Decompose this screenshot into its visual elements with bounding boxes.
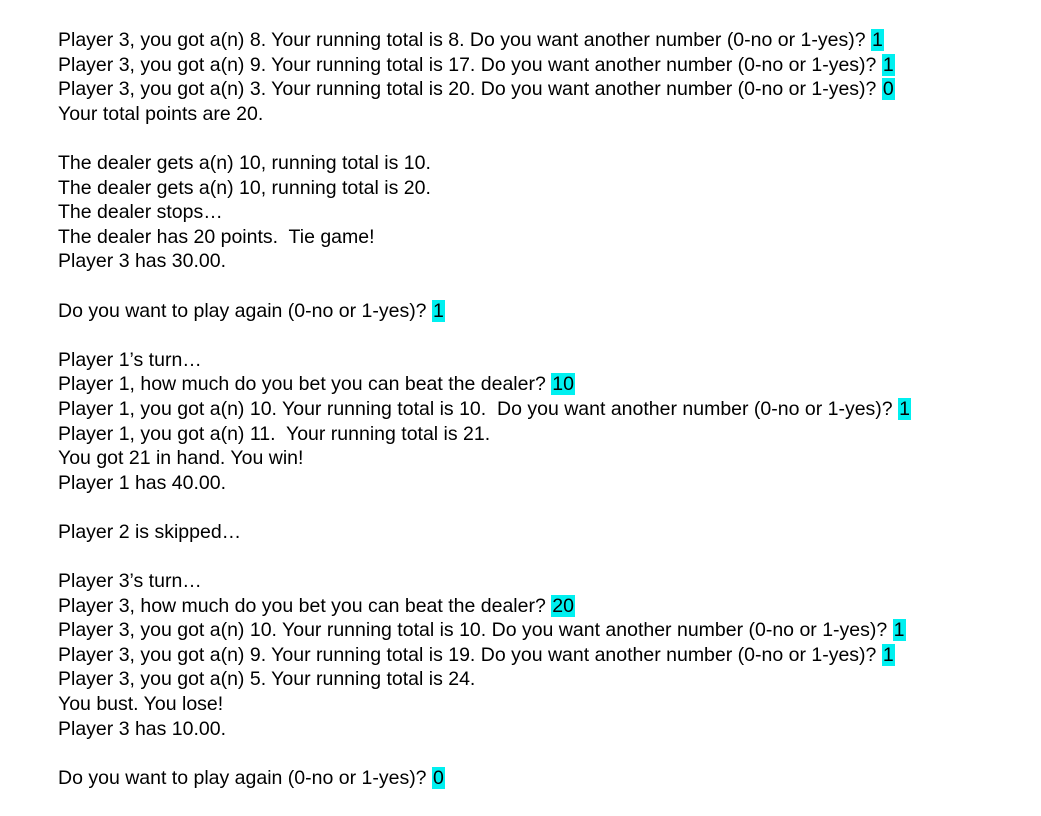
output-text: Do you want to play again (0-no or 1-yes)?: [58, 299, 432, 322]
output-text: Player 2 is skipped…: [58, 520, 242, 543]
output-text: Player 3 has 30.00.: [58, 250, 227, 273]
user-input-highlight: 0: [432, 766, 444, 789]
user-input-highlight: 0: [882, 78, 894, 101]
output-text: The dealer gets a(n) 10, running total is 10.: [58, 151, 431, 174]
output-line: [58, 667, 1041, 692]
output-line: [58, 28, 1041, 53]
output-line: [58, 77, 1041, 102]
output-line: [58, 569, 1041, 594]
output-line: [58, 372, 1041, 397]
output-line: [58, 643, 1041, 668]
output-text: Player 3, you got a(n) 8. Your running total is 8. Do you want another number (0-no or 1-yes)?: [58, 29, 871, 51]
blank-line: [58, 274, 1041, 299]
blank-line: [58, 544, 1041, 569]
output-text: Player 3, you got a(n) 9. Your running total is 17. Do you want another number (0-no or 1-yes)?: [58, 53, 882, 76]
output-text: Player 1, how much do you bet you can beat the dealer?: [58, 373, 552, 396]
output-line: [58, 766, 1041, 791]
user-input-highlight: 1: [871, 29, 883, 51]
output-line: [58, 471, 1041, 496]
blank-line: [58, 741, 1041, 766]
output-text: Your total points are 20.: [58, 102, 264, 125]
user-input-highlight: 1: [432, 299, 444, 322]
output-line: [58, 348, 1041, 373]
output-lines: [58, 28, 1041, 790]
output-text: Player 3, you got a(n) 10. Your running total is 10. Do you want another number (0-no or 1-yes)?: [58, 619, 893, 642]
output-text: Player 1, you got a(n) 11. Your running total is 21.: [58, 422, 491, 445]
output-text: You bust. You lose!: [58, 693, 224, 716]
output-line: [58, 176, 1041, 201]
output-text: Player 3, you got a(n) 3. Your running total is 20. Do you want another number (0-no or 1-yes)?: [58, 78, 882, 101]
output-line: [58, 225, 1041, 250]
blank-line: [58, 126, 1041, 151]
user-input-highlight: 1: [899, 397, 910, 420]
output-line: [58, 594, 1041, 619]
output-text: Player 1 has 40.00.: [58, 471, 227, 494]
blank-line: [58, 495, 1041, 520]
output-text: The dealer stops…: [58, 201, 223, 224]
output-text: The dealer has 20 points. Tie game!: [58, 225, 375, 248]
output-line: [58, 422, 1041, 447]
output-text: You got 21 in hand. You win!: [58, 447, 304, 470]
output-text: Player 1’s turn…: [58, 348, 202, 371]
output-text: Do you want to play again (0-no or 1-yes)?: [58, 766, 432, 789]
output-text: The dealer gets a(n) 10, running total is 20.: [58, 176, 431, 199]
output-line: [58, 397, 1041, 422]
output-line: [58, 717, 1041, 742]
output-line: [58, 520, 1041, 545]
user-input-highlight: 20: [552, 594, 574, 617]
user-input-highlight: 1: [882, 53, 894, 76]
output-line: [58, 102, 1041, 127]
output-text: Player 1, you got a(n) 10. Your running total is 10. Do you want another number (0-no or 1-yes)?: [58, 397, 899, 420]
output-text: Player 3, how much do you bet you can beat the dealer?: [58, 594, 552, 617]
user-input-highlight: 1: [882, 643, 894, 666]
output-text: Player 3’s turn…: [58, 570, 202, 593]
user-input-highlight: 1: [893, 619, 905, 642]
output-line: [58, 249, 1041, 274]
output-line: [58, 446, 1041, 471]
output-line: [58, 692, 1041, 717]
output-text: Player 3, you got a(n) 5. Your running total is 24.: [58, 668, 476, 691]
output-text: Player 3, you got a(n) 9. Your running total is 19. Do you want another number (0-no or 1-yes)?: [58, 643, 882, 666]
user-input-highlight: 10: [552, 373, 574, 396]
output-line: [58, 200, 1041, 225]
blank-line: [58, 323, 1041, 348]
output-line: [58, 151, 1041, 176]
output-text: Player 3 has 10.00.: [58, 717, 227, 740]
output-line: [58, 618, 1041, 643]
output-line: [58, 53, 1041, 78]
output-line: [58, 299, 1041, 324]
